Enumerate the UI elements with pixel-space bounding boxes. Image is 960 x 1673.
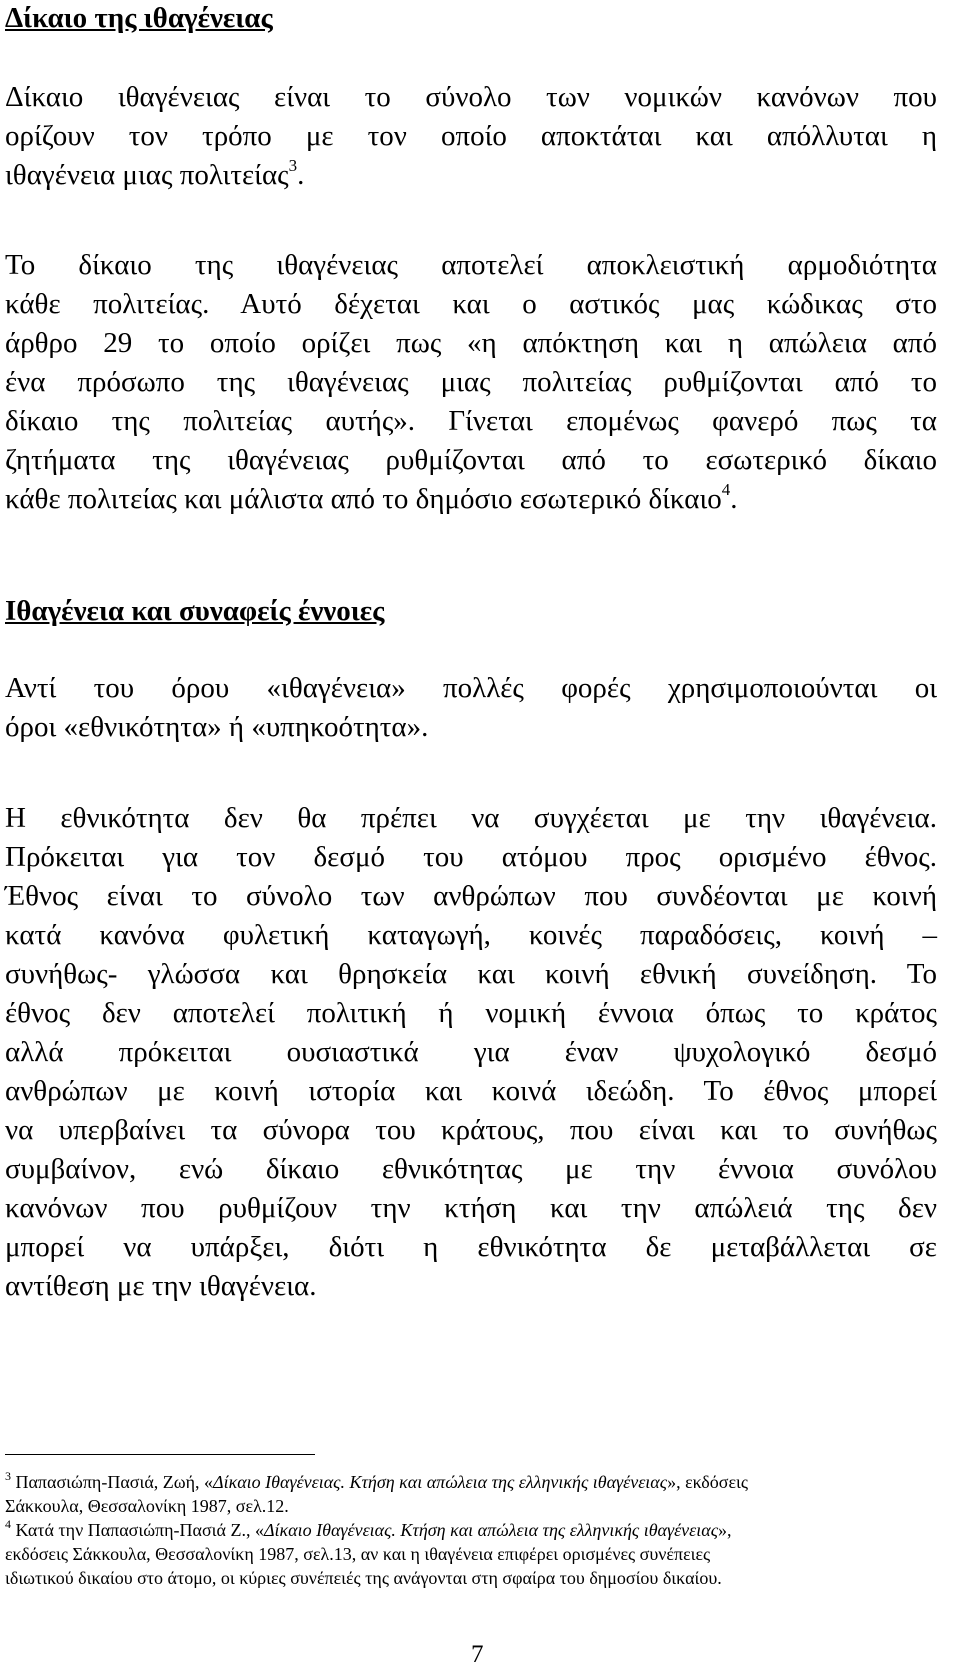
line-text: κάθε πολιτείας και μάλιστα από το δημόσιο εσωτερικό δίκαιο	[5, 483, 722, 515]
footnote-text: »,	[718, 1520, 732, 1540]
paragraph-line: ορίζουν τον τρόπο με τον οποίο αποκτάται και απόλλυται η	[5, 120, 937, 152]
section-heading-related-concepts: Ιθαγένεια και συναφείς έννοιες	[5, 595, 385, 627]
footnote-title: Δίκαιο Ιθαγένειας. Κτήση και απώλεια της ελληνικής ιθαγένειας	[263, 1520, 719, 1540]
footnote-4	[5, 1518, 937, 1542]
paragraph-terms	[5, 669, 937, 747]
footnote-text: Κατά την Παπασιώπη-Πασιά Ζ., «	[11, 1520, 264, 1540]
paragraph-line: ένα πρόσωπο της ιθαγένειας μιας πολιτείας ρυθμίζονται από το	[5, 366, 937, 398]
paragraph-definition	[5, 78, 937, 195]
document-page	[5, 0, 937, 1673]
paragraph-line: ζητήματα της ιθαγένειας ρυθμίζονται από το εσωτερικό δίκαιο	[5, 444, 937, 476]
paragraph-line: Η εθνικότητα δεν θα πρέπει να συγχέεται με την ιθαγένεια.	[5, 802, 937, 834]
paragraph-line: συμβαίνον, ενώ δίκαιο εθνικότητας με την έννοια συνόλου	[5, 1153, 937, 1185]
paragraph-line: να υπερβαίνει τα σύνορα του κράτους, που είναι και το συνήθως	[5, 1114, 937, 1146]
footnote-ref-3[interactable]: 3	[288, 156, 298, 175]
paragraph-line: αντίθεση με την ιθαγένεια.	[5, 1270, 317, 1302]
footnotes	[5, 1470, 937, 1590]
paragraph-line: έθνος δεν αποτελεί πολιτική ή νομική έννοια όπως το κράτος	[5, 997, 937, 1029]
line-end: .	[297, 159, 305, 191]
footnote-title: Δίκαιο Ιθαγένειας. Κτήση και απώλεια της ελληνικής ιθαγένειας	[213, 1472, 668, 1492]
paragraph-line: Δίκαιο ιθαγένειας είναι το σύνολο των νομικών κανόνων που	[5, 81, 937, 113]
paragraph-line: κάθε πολιτείας. Αυτό δέχεται και ο αστικός μας κώδικας στο	[5, 288, 937, 320]
footnote-text: Παπασιώπη-Πασιά, Ζωή, «	[11, 1472, 213, 1492]
paragraph-line: όροι «εθνικότητα» ή «υπηκοότητα».	[5, 711, 429, 743]
paragraph-line	[5, 480, 937, 519]
footnote-number: 3	[5, 1469, 11, 1483]
paragraph-competence	[5, 246, 937, 519]
paragraph-line: ανθρώπων με κοινή ιστορία και κοινά ιδεώδη. Το έθνος μπορεί	[5, 1075, 937, 1107]
paragraph-line: Έθνος είναι το σύνολο των ανθρώπων που συνδέονται με κοινή	[5, 880, 937, 912]
line-end: .	[730, 483, 738, 515]
paragraph-line: δίκαιο της πολιτείας αυτής». Γίνεται επομένως φανερό πως τα	[5, 405, 937, 437]
page-number: 7	[471, 1641, 484, 1668]
paragraph-line: κανόνων που ρυθμίζουν την κτήση και την απώλειά της δεν	[5, 1192, 937, 1224]
paragraph-line: αλλά πρόκειται ουσιαστικά για έναν ψυχολογικό δεσμό	[5, 1036, 937, 1068]
paragraph-line: Αντί του όρου «ιθαγένεια» πολλές φορές χρησιμοποιούνται οι	[5, 672, 937, 704]
footnote-4-line-3: ιδιωτικού δικαίου στο άτομο, οι κύριες συνέπειές της ανάγονται στη σφαίρα του δημοσίου δικαίου.	[5, 1568, 722, 1588]
paragraph-line: Πρόκειται για τον δεσμό του ατόμου προς ορισμένο έθνος.	[5, 841, 937, 873]
paragraph-line: άρθρο 29 το οποίο ορίζει πως «η απόκτηση και η απώλεια από	[5, 327, 937, 359]
paragraph-line: κατά κανόνα φυλετική καταγωγή, κοινές παραδόσεις, κοινή –	[5, 919, 937, 951]
footnote-text: », εκδόσεις	[667, 1472, 749, 1492]
line-text: ιθαγένεια μιας πολιτείας	[5, 159, 289, 191]
footnote-number: 4	[5, 1517, 11, 1531]
footnote-3-line-2: Σάκκουλα, Θεσσαλονίκη 1987, σελ.12.	[5, 1496, 289, 1516]
paragraph-line: συνήθως- γλώσσα και θρησκεία και κοινή εθνική συνείδηση. Το	[5, 958, 937, 990]
paragraph-line: μπορεί να υπάρξει, διότι η εθνικότητα δε μεταβάλλεται σε	[5, 1231, 937, 1263]
paragraph-line: Το δίκαιο της ιθαγένειας αποτελεί αποκλειστική αρμοδιότητα	[5, 249, 937, 281]
footnote-3	[5, 1470, 937, 1494]
paragraph-line	[5, 156, 937, 195]
section-heading-jus-nationality: Δίκαιο της ιθαγένειας	[5, 2, 273, 34]
footnote-4-line-2: εκδόσεις Σάκκουλα, Θεσσαλονίκη 1987, σελ.13, αν και η ιθαγένεια επιφέρει ορισμένες συνέπειες	[5, 1544, 711, 1564]
footnote-ref-4[interactable]: 4	[721, 480, 731, 499]
footnote-separator	[5, 1454, 315, 1455]
paragraph-nationality	[5, 799, 937, 1306]
